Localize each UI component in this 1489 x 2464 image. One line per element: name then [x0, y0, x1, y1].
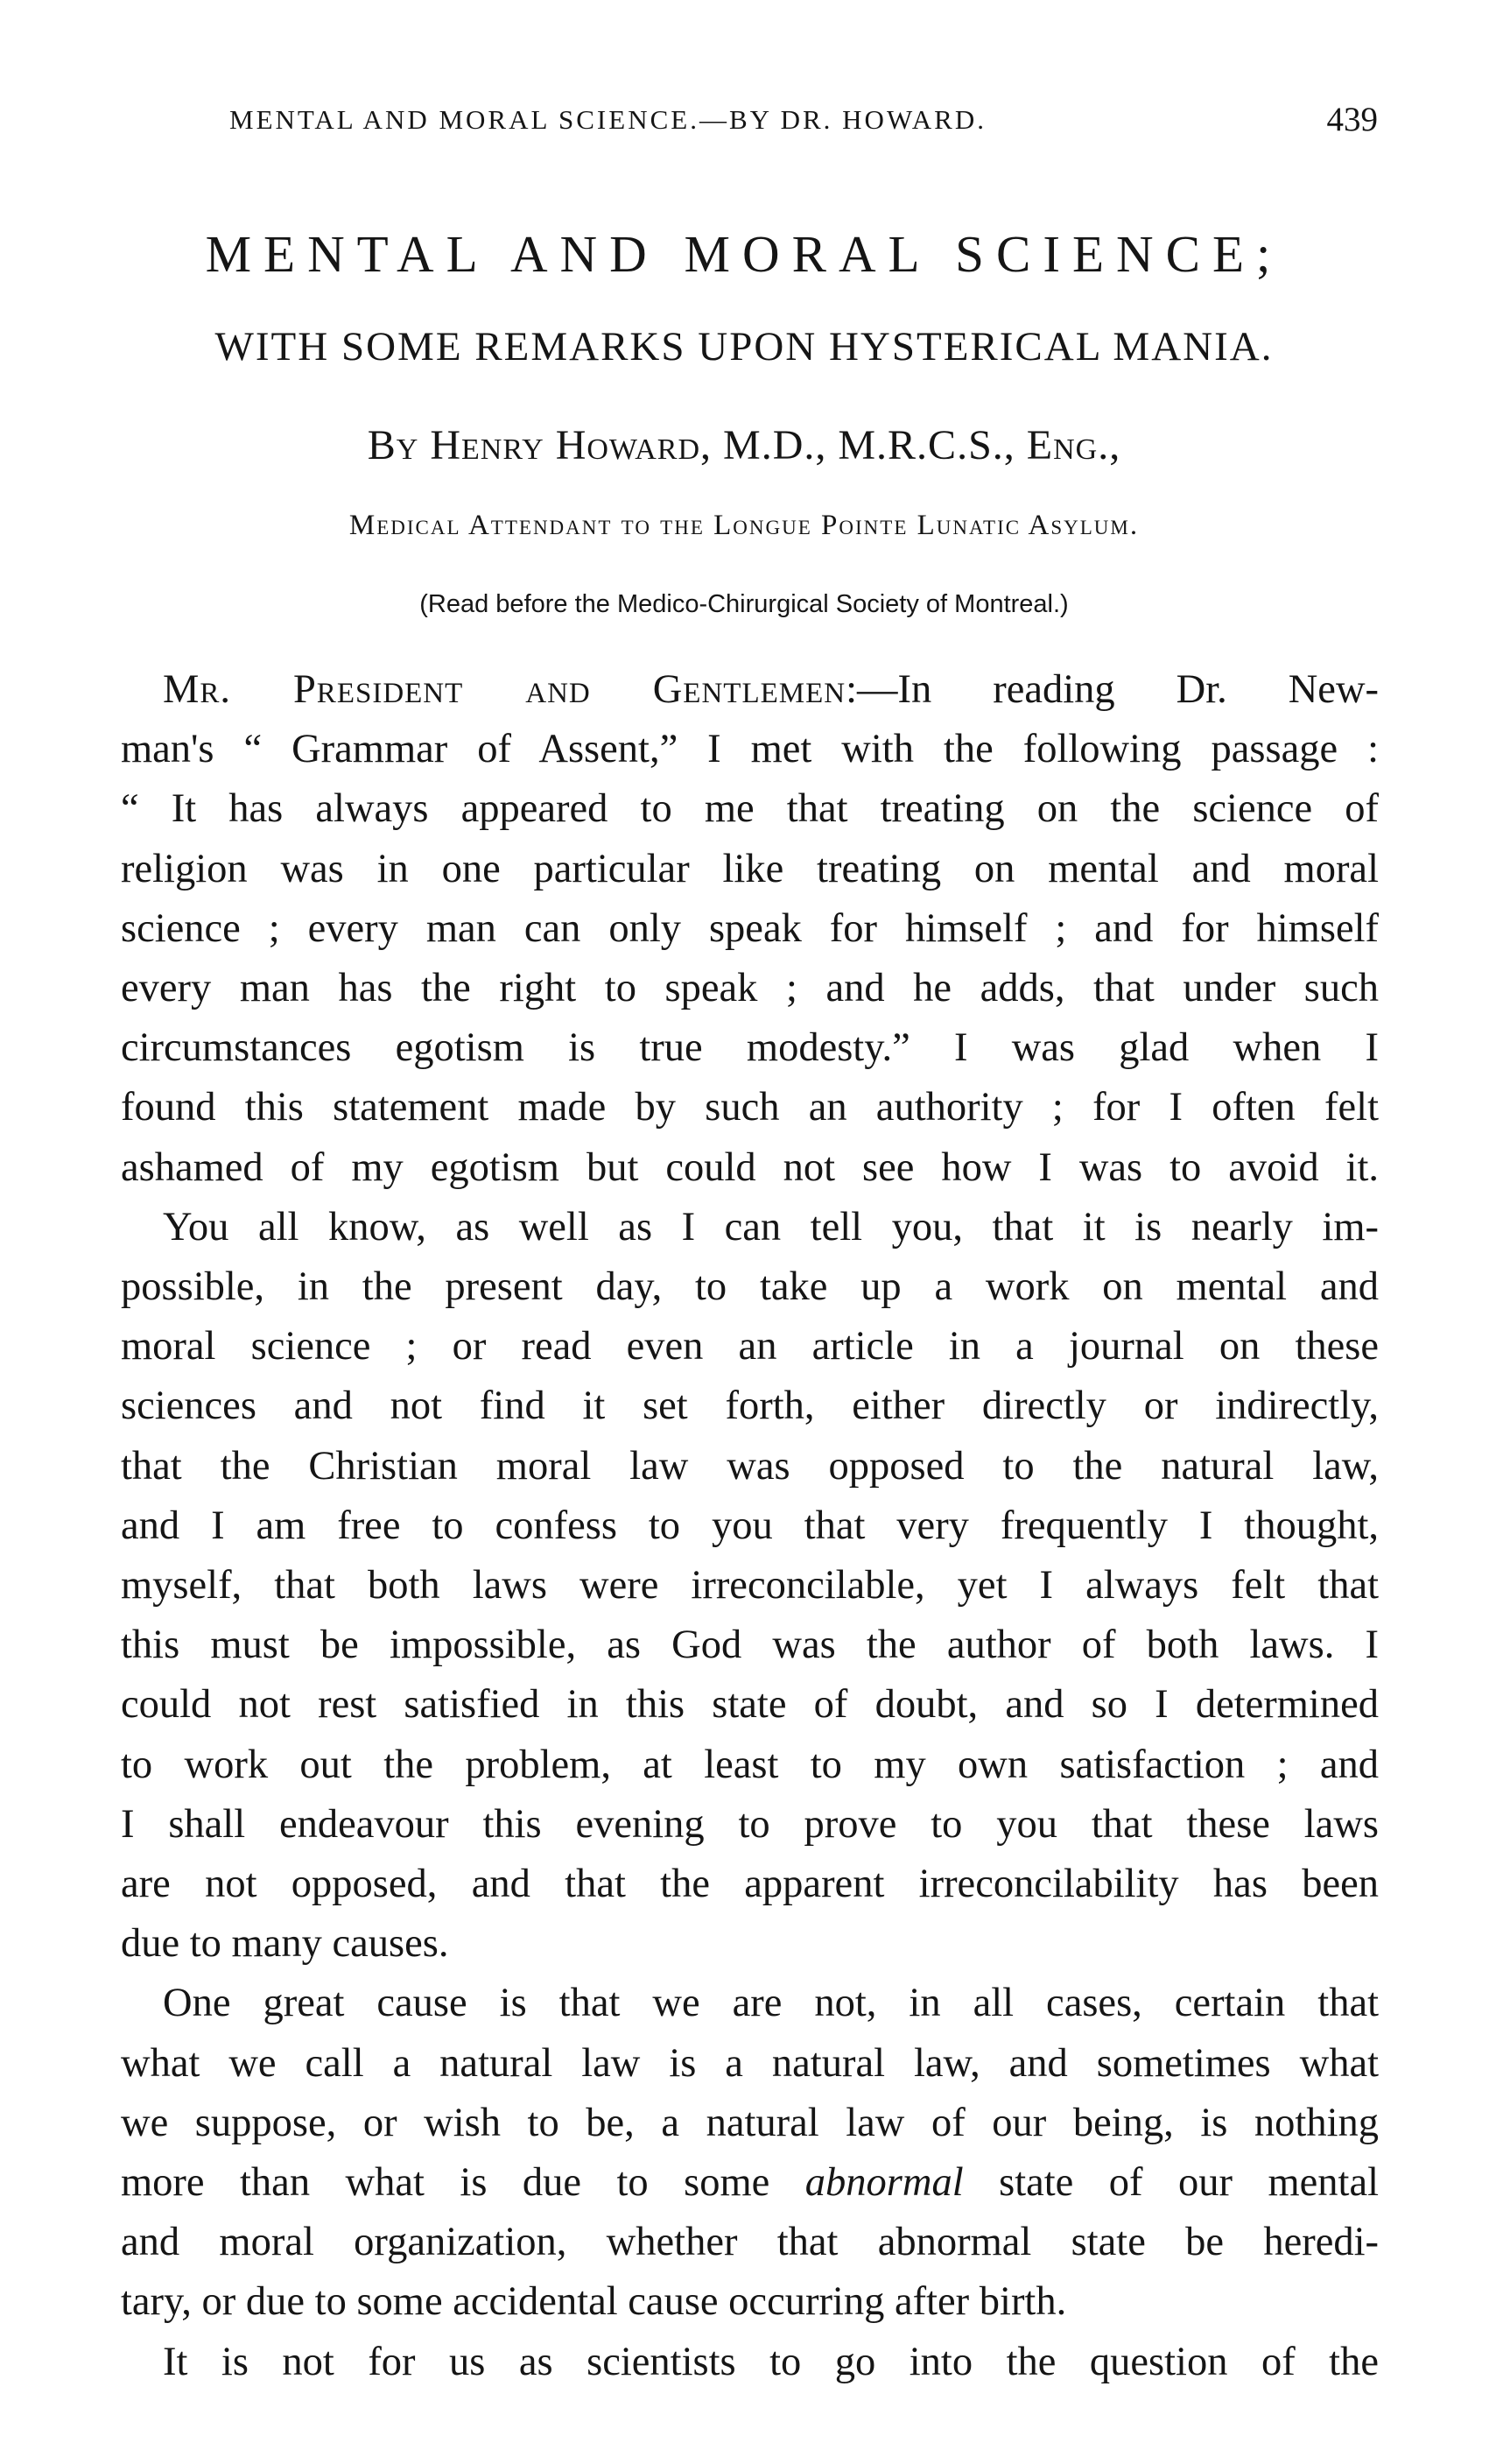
- text-line: circumstances egotism is true modesty.” I was glad when I: [121, 1025, 1379, 1071]
- text-line: [121, 660, 1379, 720]
- author-affiliation: Medical Attendant to the Longue Pointe Lunatic Asylum.: [348, 510, 1140, 541]
- text-line: moral science ; or read even an article in a journal on these: [121, 1324, 1379, 1369]
- text-line: man's “ Grammar of Assent,” I met with the following passage :: [121, 727, 1379, 772]
- text-line: science ; every man can only speak for himself ; and for himself: [121, 905, 1379, 951]
- text-line: and moral organization, whether that abnormal state be heredi-: [121, 2220, 1379, 2265]
- article-subtitle: WITH SOME REMARKS UPON HYSTERICAL MANIA.: [214, 324, 1274, 370]
- text-line: could not rest satisfied in this state of doubt, and so I determined: [121, 1682, 1379, 1728]
- text-line: “ It has always appeared to me that treating on the science of: [121, 786, 1379, 832]
- read-before-note: (Read before the Medico-Chirurgical Society of Montreal.): [419, 590, 1069, 618]
- running-head: [229, 98, 1378, 142]
- paragraph-3: [121, 1974, 1379, 2332]
- text-span: state of our mental: [963, 2160, 1379, 2206]
- text-line: what we call a natural law is a natural law, and sometimes what: [121, 2040, 1379, 2086]
- author-line: By Henry Howard, M.D., M.R.C.S., Eng.,: [367, 422, 1121, 468]
- text-line: found this statement made by such an authority ; for I often felt: [121, 1085, 1379, 1130]
- text-line: every man has the right to speak ; and he adds, that under such: [121, 966, 1379, 1011]
- text-line: and I am free to confess to you that very frequently I thought,: [121, 1503, 1379, 1548]
- text-line: ashamed of my egotism but could not see how I was to avoid it.: [121, 1144, 1379, 1190]
- text-line: are not opposed, and that the apparent irreconcilability has been: [121, 1862, 1379, 1907]
- text-span: :—In reading Dr. New-: [846, 667, 1380, 712]
- italic-word: abnormal: [804, 2160, 964, 2206]
- text-span: more than what is due to some: [121, 2160, 805, 2206]
- text-line: due to many causes.: [121, 1921, 449, 1967]
- text-line: possible, in the present day, to take up a work on mental and: [121, 1264, 1379, 1310]
- text-line: tary, or due to some accidental cause occurring after birth.: [121, 2279, 1067, 2325]
- text-line: religion was in one particular like treating on mental and moral: [121, 846, 1379, 891]
- text-line: we suppose, or wish to be, a natural law of our being, is nothing: [121, 2100, 1379, 2145]
- article-body: [121, 660, 1379, 2392]
- text-line: myself, that both laws were irreconcilable, yet I always felt that: [121, 1563, 1379, 1609]
- text-line: to work out the problem, at least to my own satisfaction ; and: [121, 1742, 1379, 1787]
- text-line: this must be impossible, as God was the author of both laws. I: [121, 1623, 1379, 1668]
- text-line: You all know, as well as I can tell you, that it is nearly im-: [163, 1204, 1379, 1250]
- paragraph-1: [121, 660, 1379, 1198]
- text-line: that the Christian moral law was opposed to the natural law,: [121, 1443, 1379, 1489]
- salutation: Mr. President and Gentlemen: [163, 667, 846, 712]
- text-line: [121, 2153, 1379, 2213]
- paragraph-4: [121, 2333, 1379, 2392]
- text-line: I shall endeavour this evening to prove to you that these laws: [121, 1801, 1379, 1847]
- page-number: 439: [1326, 101, 1378, 138]
- text-line: One great cause is that we are not, in all cases, certain that: [163, 1981, 1379, 2026]
- paragraph-2: [121, 1198, 1379, 1975]
- text-line: sciences and not find it set forth, either directly or indirectly,: [121, 1383, 1379, 1429]
- text-line: It is not for us as scientists to go into the question of the: [163, 2339, 1379, 2384]
- running-title: MENTAL AND MORAL SCIENCE.—BY DR. HOWARD.: [229, 104, 987, 135]
- article-title: MENTAL AND MORAL SCIENCE;: [205, 225, 1283, 283]
